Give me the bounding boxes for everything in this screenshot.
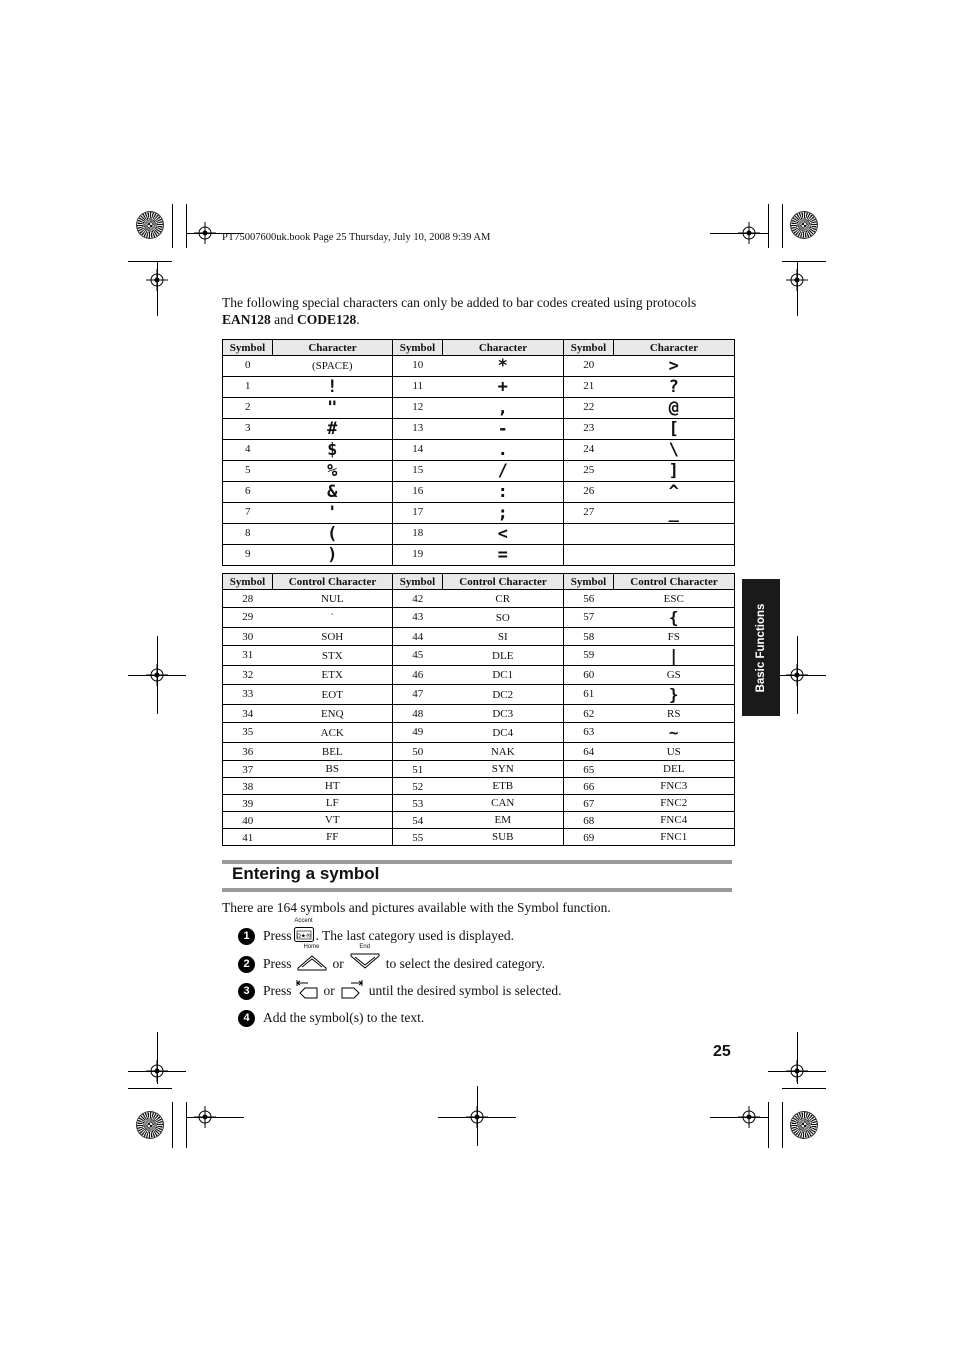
left-arrow-key-icon xyxy=(296,979,318,1003)
symbol-number-cell: 66 xyxy=(564,778,614,795)
symbol-number-cell: 49 xyxy=(393,723,443,743)
registration-sunburst xyxy=(137,212,163,238)
symbol-number-cell: 51 xyxy=(393,761,443,778)
character-cell: ) xyxy=(273,545,393,566)
symbol-number-cell: 58 xyxy=(564,628,614,646)
step-1 xyxy=(238,917,514,947)
symbol-number-cell: 38 xyxy=(223,778,273,795)
symbol-number-cell: 36 xyxy=(223,743,273,761)
section-paragraph: There are 164 symbols and pictures available with the Symbol function. xyxy=(222,900,611,915)
table-row xyxy=(223,590,735,608)
symbol-number-cell: 42 xyxy=(393,590,443,608)
character-cell: @ xyxy=(614,398,735,419)
table-row xyxy=(223,482,735,503)
character-cell: + xyxy=(443,377,564,398)
symbol-number-cell: 16 xyxy=(393,482,443,503)
character-cell: = xyxy=(443,545,564,566)
symbol-number-cell: 32 xyxy=(223,666,273,685)
character-cell: > xyxy=(614,356,735,377)
symbol-number-cell: 44 xyxy=(393,628,443,646)
end-down-key-icon xyxy=(350,944,380,975)
character-cell: US xyxy=(614,743,735,761)
special-characters-table xyxy=(222,339,735,566)
column-header: Symbol xyxy=(564,340,614,356)
symbol-number-cell: 29 xyxy=(223,608,273,628)
symbol-number-cell: 14 xyxy=(393,440,443,461)
column-header: Character xyxy=(273,340,393,356)
table-row xyxy=(223,795,735,812)
column-header: Symbol xyxy=(393,340,443,356)
character-cell: FNC2 xyxy=(614,795,735,812)
character-cell: VT xyxy=(273,812,393,829)
symbol-number-cell: 8 xyxy=(223,524,273,545)
character-cell: ] xyxy=(614,461,735,482)
character-cell: DC1 xyxy=(443,666,564,685)
table-row xyxy=(223,761,735,778)
step-text: Press xyxy=(263,928,292,943)
home-up-key-icon xyxy=(297,944,327,975)
symbol-number-cell: 55 xyxy=(393,829,443,846)
character-cell: / xyxy=(443,461,564,482)
symbol-number-cell: 6 xyxy=(223,482,273,503)
column-header: Symbol xyxy=(564,574,614,590)
symbol-number-cell: 24 xyxy=(564,440,614,461)
symbol-number-cell: 63 xyxy=(564,723,614,743)
table-row xyxy=(223,377,735,398)
character-cell: EM xyxy=(443,812,564,829)
character-cell: CAN xyxy=(443,795,564,812)
symbol-number-cell: 53 xyxy=(393,795,443,812)
symbol-number-cell: 19 xyxy=(393,545,443,566)
character-cell: FNC4 xyxy=(614,812,735,829)
symbol-number-cell: 21 xyxy=(564,377,614,398)
character-cell: , xyxy=(443,398,564,419)
key-label: End xyxy=(359,944,371,950)
protocol-ean128: EAN128 xyxy=(222,312,271,327)
character-cell: FNC1 xyxy=(614,829,735,846)
chapter-tab-label: Basic Functions xyxy=(755,603,767,692)
character-cell: FS xyxy=(614,628,735,646)
registration-sunburst xyxy=(791,1112,817,1138)
character-cell: STX xyxy=(273,646,393,666)
table-row xyxy=(223,398,735,419)
character-cell: EOT xyxy=(273,685,393,705)
character-cell: ETX xyxy=(273,666,393,685)
column-header: Character xyxy=(443,340,564,356)
character-cell: ACK xyxy=(273,723,393,743)
symbol-number-cell: 11 xyxy=(393,377,443,398)
registration-target-icon xyxy=(146,1060,168,1082)
symbol-number-cell: 67 xyxy=(564,795,614,812)
chapter-side-tab xyxy=(742,579,780,716)
registration-sunburst xyxy=(791,212,817,238)
intro-paragraph xyxy=(222,294,737,328)
character-cell: SYN xyxy=(443,761,564,778)
symbol-number-cell: 28 xyxy=(223,590,273,608)
table-row xyxy=(223,829,735,846)
character-cell: < xyxy=(443,524,564,545)
symbol-number-cell: 47 xyxy=(393,685,443,705)
symbol-number-cell: 18 xyxy=(393,524,443,545)
table-row xyxy=(223,646,735,666)
control-characters-table xyxy=(222,573,735,846)
symbol-number-cell: 23 xyxy=(564,419,614,440)
character-cell: $ xyxy=(273,440,393,461)
symbol-number-cell: 4 xyxy=(223,440,273,461)
symbol-number-cell: 30 xyxy=(223,628,273,646)
character-cell: { xyxy=(614,608,735,628)
symbol-number-cell: 46 xyxy=(393,666,443,685)
symbol-number-cell: 52 xyxy=(393,778,443,795)
character-cell: RS xyxy=(614,705,735,723)
character-cell: " xyxy=(273,398,393,419)
character-cell: SOH xyxy=(273,628,393,646)
symbol-number-cell: 15 xyxy=(393,461,443,482)
column-header: Control Character xyxy=(614,574,735,590)
symbol-number-cell: 9 xyxy=(223,545,273,566)
symbol-number-cell xyxy=(564,524,614,545)
character-cell: & xyxy=(273,482,393,503)
step-text: or xyxy=(323,983,335,998)
character-cell: SI xyxy=(443,628,564,646)
step-4 xyxy=(238,1007,424,1029)
character-cell: _ xyxy=(614,503,735,524)
key-label: Accent xyxy=(294,917,313,924)
character-cell: DEL xyxy=(614,761,735,778)
step-text: until the desired symbol is selected. xyxy=(368,983,562,998)
column-header: Symbol xyxy=(393,574,443,590)
step-number-badge: 4 xyxy=(238,1010,255,1027)
table-row xyxy=(223,419,735,440)
symbol-number-cell: 64 xyxy=(564,743,614,761)
symbol-number-cell: 59 xyxy=(564,646,614,666)
symbol-number-cell: 41 xyxy=(223,829,273,846)
character-cell: ? xyxy=(614,377,735,398)
character-cell: | xyxy=(614,646,735,666)
symbol-number-cell: 61 xyxy=(564,685,614,705)
symbol-number-cell: 40 xyxy=(223,812,273,829)
symbol-number-cell: 13 xyxy=(393,419,443,440)
table-row xyxy=(223,440,735,461)
symbol-number-cell: 39 xyxy=(223,795,273,812)
step-text: Press xyxy=(263,983,292,998)
symbol-number-cell: 60 xyxy=(564,666,614,685)
character-cell: [ xyxy=(614,419,735,440)
character-cell: ' xyxy=(273,503,393,524)
column-header: Control Character xyxy=(443,574,564,590)
character-cell: \ xyxy=(614,440,735,461)
table-row xyxy=(223,778,735,795)
symbol-number-cell: 69 xyxy=(564,829,614,846)
symbol-number-cell: 22 xyxy=(564,398,614,419)
intro-text-and: and xyxy=(270,312,298,327)
protocol-code128: CODE128 xyxy=(297,312,357,327)
symbol-number-cell: 12 xyxy=(393,398,443,419)
character-cell: : xyxy=(443,482,564,503)
character-cell: NUL xyxy=(273,590,393,608)
accent-key-icon xyxy=(294,917,314,946)
table-row xyxy=(223,812,735,829)
table-row xyxy=(223,545,735,566)
character-cell: DC3 xyxy=(443,705,564,723)
step-text: Press xyxy=(263,956,292,971)
symbol-number-cell: 7 xyxy=(223,503,273,524)
column-header: Control Character xyxy=(273,574,393,590)
character-cell: . xyxy=(443,440,564,461)
character-cell: GS xyxy=(614,666,735,685)
table-row xyxy=(223,743,735,761)
character-cell: BEL xyxy=(273,743,393,761)
character-cell xyxy=(614,545,735,566)
table-row xyxy=(223,503,735,524)
step-number-badge: 1 xyxy=(238,928,255,945)
symbol-number-cell xyxy=(564,545,614,566)
symbol-number-cell: 25 xyxy=(564,461,614,482)
character-cell: * xyxy=(443,356,564,377)
character-cell: - xyxy=(443,419,564,440)
table-row xyxy=(223,666,735,685)
symbol-number-cell: 50 xyxy=(393,743,443,761)
character-cell: DC4 xyxy=(443,723,564,743)
step-2 xyxy=(238,944,545,975)
intro-text: The following special characters can only be added to bar codes created using protocols xyxy=(222,295,697,310)
character-cell: DLE xyxy=(443,646,564,666)
symbol-number-cell: 3 xyxy=(223,419,273,440)
column-header: Symbol xyxy=(223,340,273,356)
registration-target-icon xyxy=(786,1060,808,1082)
character-cell xyxy=(614,524,735,545)
right-arrow-key-icon xyxy=(341,979,363,1003)
column-header: Symbol xyxy=(223,574,273,590)
registration-target-icon xyxy=(146,664,168,686)
symbol-number-cell: 54 xyxy=(393,812,443,829)
table-row xyxy=(223,461,735,482)
step-text: or xyxy=(332,956,344,971)
symbol-number-cell: 62 xyxy=(564,705,614,723)
character-cell: HT xyxy=(273,778,393,795)
table-row xyxy=(223,705,735,723)
section-rule-bottom xyxy=(222,888,732,892)
table-row xyxy=(223,608,735,628)
symbol-number-cell: 17 xyxy=(393,503,443,524)
symbol-number-cell: 57 xyxy=(564,608,614,628)
symbol-number-cell: 31 xyxy=(223,646,273,666)
table-row xyxy=(223,356,735,377)
symbol-number-cell: 26 xyxy=(564,482,614,503)
symbol-number-cell: 56 xyxy=(564,590,614,608)
character-cell: SUB xyxy=(443,829,564,846)
character-cell: BS xyxy=(273,761,393,778)
svg-text:Ω★®: Ω★® xyxy=(296,933,311,939)
column-header: Character xyxy=(614,340,735,356)
symbol-number-cell: 5 xyxy=(223,461,273,482)
character-cell: CR xyxy=(443,590,564,608)
symbol-number-cell: 35 xyxy=(223,723,273,743)
symbol-number-cell: 10 xyxy=(393,356,443,377)
symbol-number-cell: 68 xyxy=(564,812,614,829)
character-cell: NAK xyxy=(443,743,564,761)
step-3 xyxy=(238,980,561,1002)
symbol-number-cell: 1 xyxy=(223,377,273,398)
character-cell: ! xyxy=(273,377,393,398)
symbol-number-cell: 2 xyxy=(223,398,273,419)
key-label: Home xyxy=(303,944,320,950)
symbol-number-cell: 20 xyxy=(564,356,614,377)
character-cell: LF xyxy=(273,795,393,812)
character-cell: SO xyxy=(443,608,564,628)
character-cell: (SPACE) xyxy=(273,356,393,377)
character-cell: ETB xyxy=(443,778,564,795)
character-cell: ` xyxy=(273,608,393,628)
character-cell: ; xyxy=(443,503,564,524)
step-text: Add the symbol(s) to the text. xyxy=(263,1010,425,1025)
character-cell: ^ xyxy=(614,482,735,503)
symbol-number-cell: 48 xyxy=(393,705,443,723)
symbol-number-cell: 37 xyxy=(223,761,273,778)
character-cell: ~ xyxy=(614,723,735,743)
character-cell: } xyxy=(614,685,735,705)
symbol-number-cell: 33 xyxy=(223,685,273,705)
registration-target-icon xyxy=(786,664,808,686)
character-cell: ENQ xyxy=(273,705,393,723)
section-title: Entering a symbol xyxy=(232,864,380,883)
table-row xyxy=(223,723,735,743)
character-cell: ( xyxy=(273,524,393,545)
step-number-badge: 3 xyxy=(238,983,255,1000)
file-info-header: PT75007600uk.book Page 25 Thursday, July 10, 2008 9:39 AM xyxy=(222,232,491,243)
character-cell: % xyxy=(273,461,393,482)
symbol-number-cell: 0 xyxy=(223,356,273,377)
symbol-number-cell: 65 xyxy=(564,761,614,778)
page-number: 25 xyxy=(713,1043,731,1060)
symbol-number-cell: 27 xyxy=(564,503,614,524)
table-header-row xyxy=(223,574,735,590)
step-number-badge: 2 xyxy=(238,956,255,973)
registration-sunburst xyxy=(137,1112,163,1138)
table-row xyxy=(223,628,735,646)
symbol-number-cell: 34 xyxy=(223,705,273,723)
symbol-number-cell: 43 xyxy=(393,608,443,628)
step-text: . The last category used is displayed. xyxy=(315,928,514,943)
step-text: to select the desired category. xyxy=(385,956,545,971)
intro-text-end: . xyxy=(356,312,360,327)
table-row xyxy=(223,685,735,705)
character-cell: FNC3 xyxy=(614,778,735,795)
symbol-number-cell: 45 xyxy=(393,646,443,666)
character-cell: # xyxy=(273,419,393,440)
table-header-row xyxy=(223,340,735,356)
character-cell: DC2 xyxy=(443,685,564,705)
character-cell: ESC xyxy=(614,590,735,608)
character-cell: FF xyxy=(273,829,393,846)
table-row xyxy=(223,524,735,545)
